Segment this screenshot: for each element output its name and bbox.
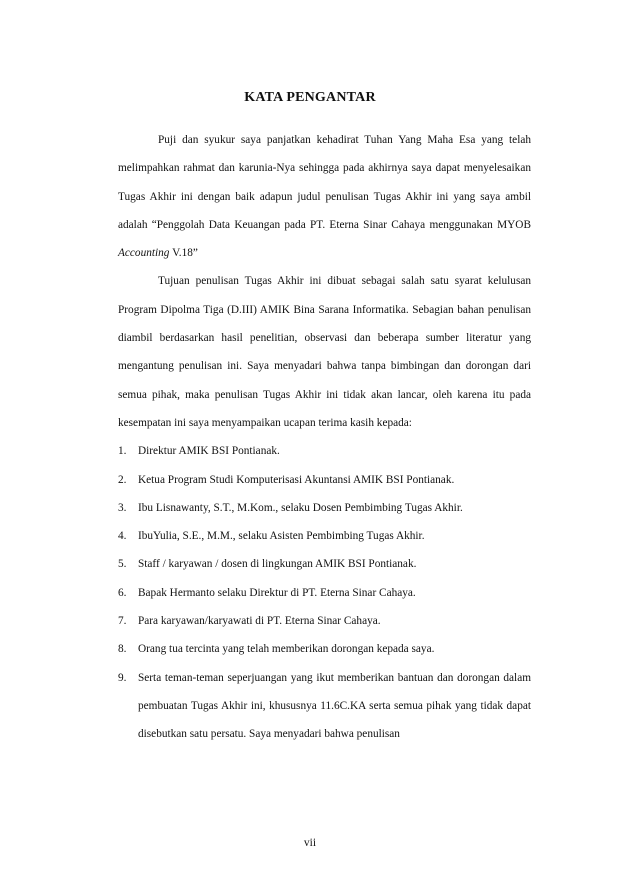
document-body [118, 126, 531, 749]
list-item [118, 579, 531, 607]
list-item-text: Bapak Hermanto selaku Direktur di PT. Eterna Sinar Cahaya. [138, 586, 416, 599]
list-item-text: Serta teman-teman seperjuangan yang ikut memberikan bantuan dan dorongan dalam pembuatan Tugas Akhir ini, khususnya 11.6C.KA serta semua pihak yang tidak dapat disebutkan satu persatu. Saya menyadari bahwa penulisan [138, 671, 531, 741]
list-item [118, 550, 531, 578]
list-item [118, 664, 531, 749]
page-number: vii [303, 837, 317, 849]
list-item-number: 1. [118, 445, 127, 458]
list-item-text: Staff / karyawan / dosen di lingkungan AMIK BSI Pontianak. [138, 558, 417, 571]
page-title: KATA PENGANTAR [244, 90, 376, 105]
list-item [118, 607, 531, 635]
list-item [118, 466, 531, 494]
list-item-text: Orang tua tercinta yang telah memberikan dorongan kepada saya. [138, 643, 435, 656]
paragraph-intro-end: V.18” [169, 247, 198, 260]
paragraph-intro-italic: Accounting [118, 247, 170, 260]
paragraph-intro [118, 126, 531, 267]
list-item-number: 9. [118, 671, 127, 684]
list-item-number: 3. [118, 501, 127, 514]
paragraph-intro-text: Puji dan syukur saya panjatkan kehadirat Tuhan Yang Maha Esa yang telah melimpahkan rahmat dan karunia-Nya sehingga pada akhirnya saya dapat menyelesaikan Tugas Akhir ini dengan baik adapun judul penulisan Tugas Akhir ini yang saya ambil adalah “Penggolah Data Keuangan pada PT. Eterna Sinar Cahaya menggunakan MYOB [118, 134, 531, 231]
list-item [118, 635, 531, 663]
list-item-number: 4. [118, 530, 127, 543]
list-item-text: Para karyawan/karyawati di PT. Eterna Sinar Cahaya. [138, 615, 381, 628]
list-item [118, 522, 531, 550]
list-item-number: 5. [118, 558, 127, 571]
list-item-text: IbuYulia, S.E., M.M., selaku Asisten Pembimbing Tugas Akhir. [138, 530, 425, 543]
list-item-text: Ibu Lisnawanty, S.T., M.Kom., selaku Dosen Pembimbing Tugas Akhir. [138, 501, 463, 514]
list-item-number: 2. [118, 473, 127, 486]
list-item-number: 8. [118, 643, 127, 656]
list-item [118, 494, 531, 522]
list-item-text: Ketua Program Studi Komputerisasi Akuntansi AMIK BSI Pontianak. [138, 473, 455, 486]
paragraph-purpose: Tujuan penulisan Tugas Akhir ini dibuat sebagai salah satu syarat kelulusan Program Dipolma Tiga (D.III) AMIK Bina Sarana Informatika. Sebagian bahan penulisan diambil berdasarkan hasil penelitian, observasi dan beberapa sumber literatur yang mengantung penulisan ini. Saya menyadari bahwa tanpa bimbingan dan dorongan dari semua pihak, maka penulisan Tugas Akhir ini tidak akan lancar, oleh karena itu pada kesempatan ini saya menyampaikan ucapan terima kasih kepada: [118, 275, 531, 429]
list-item [118, 437, 531, 465]
acknowledgement-list [118, 437, 531, 748]
list-item-number: 7. [118, 615, 127, 628]
list-item-text: Direktur AMIK BSI Pontianak. [138, 445, 280, 458]
list-item-number: 6. [118, 586, 127, 599]
